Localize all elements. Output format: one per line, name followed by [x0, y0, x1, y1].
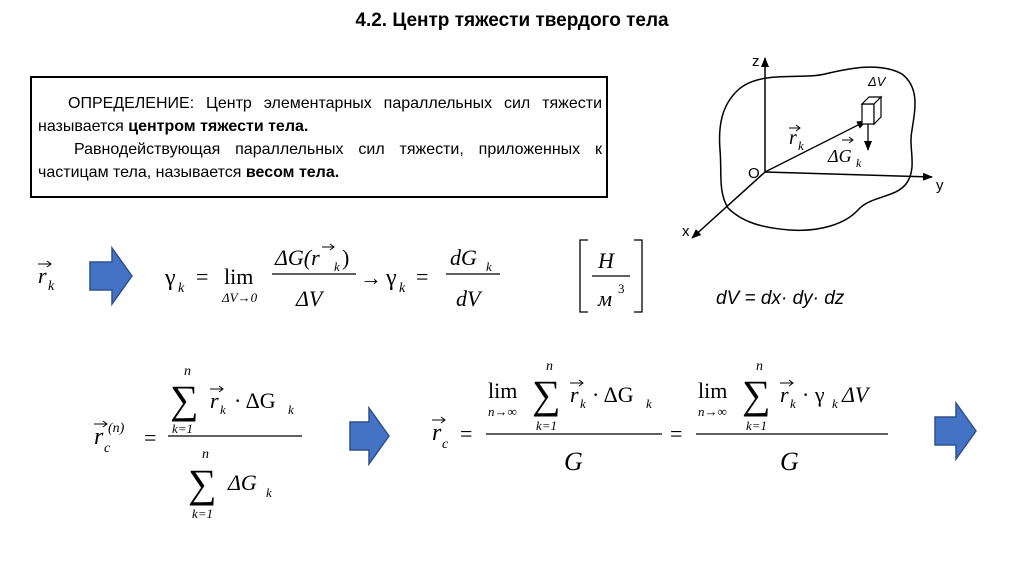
- blue-arrow-3: [935, 403, 976, 459]
- num4-times-gamma: · γ: [802, 382, 825, 407]
- num4-rk: r: [780, 382, 789, 407]
- num-rk-sub: k: [220, 402, 226, 417]
- blue-arrow-2: [350, 408, 389, 464]
- sum-3-upper: n: [546, 359, 553, 374]
- sum-2-lower: k=1: [192, 506, 214, 521]
- lim-2: lim: [488, 378, 518, 403]
- num4-gamma-sub: k: [832, 396, 838, 411]
- axis-z-label: z: [752, 53, 760, 70]
- gamma-2-sub: k: [399, 281, 406, 296]
- sum-3-sigma: ∑: [532, 372, 561, 417]
- frac2-den: dV: [456, 286, 481, 311]
- slide-title: 4.2. Центр тяжести твердого тела: [355, 10, 669, 31]
- units-bracket: [580, 240, 642, 312]
- eq-2: =: [416, 264, 429, 289]
- sum-3-lower: k=1: [536, 418, 558, 433]
- rcn-sup: (n): [108, 421, 125, 436]
- frac2-num-sub: k: [486, 259, 492, 274]
- eq-3: =: [144, 425, 157, 450]
- frac2-num: dG: [450, 245, 477, 270]
- radius-label: [789, 125, 804, 153]
- radius-label-sub: k: [798, 138, 804, 153]
- blue-arrow-1: [90, 248, 132, 304]
- sum-1-lower: k=1: [172, 421, 194, 436]
- rc-sub: c: [442, 437, 449, 452]
- force-label-sub: k: [856, 156, 862, 170]
- num-rk: r: [210, 388, 219, 413]
- lim-3-sub: n→∞: [698, 404, 727, 419]
- rk-main: r: [38, 263, 47, 288]
- frac1-num-sub: k: [334, 259, 340, 274]
- body-outline: [720, 67, 915, 230]
- den-dg-sub: k: [266, 485, 272, 500]
- vector-rk-standalone: [38, 261, 55, 294]
- rc-main: r: [432, 420, 442, 446]
- frac1-num: ΔG(r: [275, 245, 320, 270]
- rk-sub: k: [48, 279, 55, 294]
- gamma-2: γ: [386, 265, 397, 291]
- definition-bold-1: центром тяжести тела.: [128, 118, 309, 135]
- unit-numerator: Н: [598, 248, 614, 273]
- num4-rk-sub: k: [790, 396, 796, 411]
- axis-x-label: x: [682, 223, 690, 240]
- eq-5: =: [670, 421, 683, 446]
- lim-3: lim: [698, 378, 728, 403]
- num3-times-dg: · ΔG: [592, 382, 634, 407]
- definition-text-1: Центр элементарных параллельных сил тяжести называется: [38, 95, 602, 135]
- num3-dg-sub: k: [646, 396, 652, 411]
- definition-bold-2: весом тела.: [245, 164, 340, 181]
- gamma-1-sub: k: [178, 281, 185, 296]
- sum-4-upper: n: [756, 359, 763, 374]
- num3-rk-sub: k: [580, 396, 586, 411]
- num-dg-sub: k: [288, 402, 294, 417]
- sum-1-sigma: ∑: [170, 377, 199, 422]
- sum-4-sigma: ∑: [742, 372, 771, 417]
- den-dg: ΔG: [228, 470, 257, 495]
- origin-label: O: [748, 165, 760, 182]
- frac1-den: ΔV: [296, 286, 323, 311]
- volume-label: ΔV: [868, 74, 886, 89]
- eq-1: =: [196, 264, 209, 289]
- volume-element-cube: [862, 97, 881, 124]
- den4-g: G: [780, 447, 799, 476]
- force-label-text: ΔG: [828, 146, 852, 166]
- unit-denominator: м: [598, 286, 613, 311]
- axis-y-label: y: [936, 177, 944, 194]
- radius-label-text: r: [789, 127, 797, 149]
- lim-1-sub: ΔV→0: [222, 290, 258, 305]
- eq-4: =: [460, 421, 473, 446]
- sum-4-lower: k=1: [746, 418, 768, 433]
- gamma-1: γ: [165, 265, 176, 291]
- lim-2-sub: n→∞: [488, 404, 517, 419]
- sum-2-sigma: ∑: [188, 461, 217, 506]
- dv-equation: dV = dx· dy· dz: [716, 288, 845, 309]
- y-axis: [765, 172, 932, 177]
- force-label: [827, 137, 862, 170]
- num3-rk: r: [570, 382, 579, 407]
- specific-weight-formula: [164, 244, 500, 311]
- den3-g: G: [564, 447, 583, 476]
- num4-dv: ΔV: [842, 382, 869, 407]
- num-times-dg: · ΔG: [234, 388, 276, 413]
- frac1-num-close: ): [342, 245, 350, 270]
- rc-approx-formula: [94, 364, 302, 521]
- rcn-main: r: [94, 424, 104, 450]
- rcn-sub: c: [104, 441, 111, 456]
- lim-1: lim: [224, 264, 254, 289]
- rc-exact-formula: [432, 359, 888, 476]
- definition-text-2: Равнодействующая параллельных сил тяжести, приложенных к частицам тела, называется: [38, 141, 602, 181]
- sum-1-upper: n: [184, 364, 191, 379]
- unit-exponent: 3: [618, 281, 625, 296]
- rigid-body-diagram: [682, 53, 944, 240]
- arrow-to: →: [360, 265, 382, 290]
- sum-2-upper: n: [202, 447, 209, 462]
- definition-label: ОПРЕДЕЛЕНИЕ:: [68, 95, 195, 112]
